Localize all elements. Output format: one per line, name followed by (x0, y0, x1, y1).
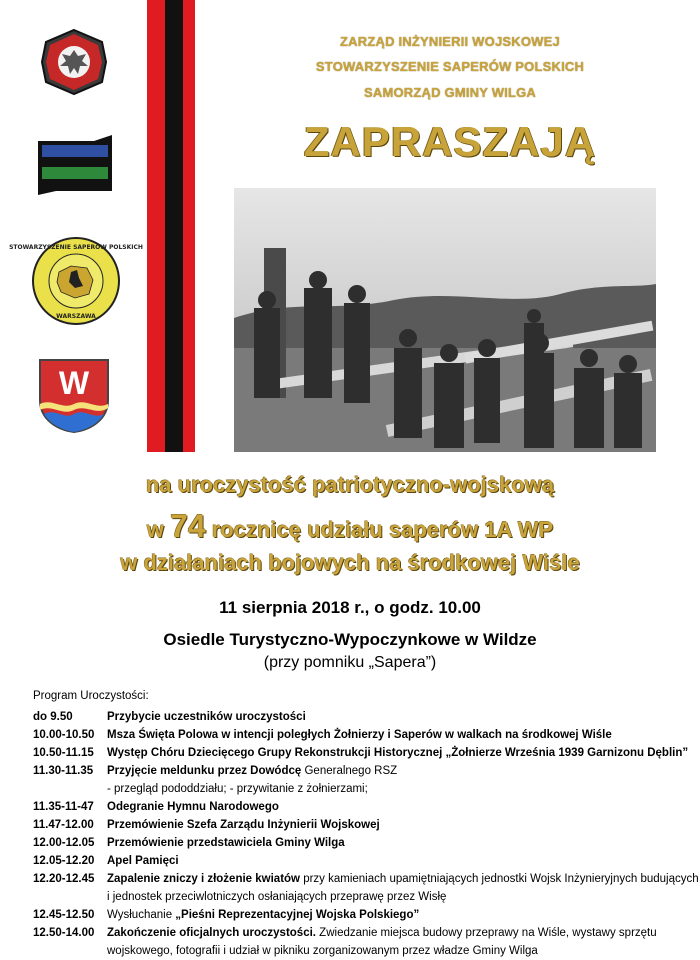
program-row (33, 906, 693, 924)
program-activity: Przemówienie przedstawiciela Gminy Wilga (107, 837, 345, 849)
program-detail: Generalnego RSZ (301, 765, 398, 777)
historical-photo (234, 188, 656, 452)
red-stripe-2 (183, 0, 195, 452)
program-description (107, 816, 693, 834)
program-list (33, 708, 699, 960)
program-row (33, 924, 693, 942)
program-time (33, 780, 107, 798)
program-description (107, 744, 693, 762)
program-row (33, 870, 699, 888)
program-description (107, 852, 693, 870)
invite-heading: ZAPRASZAJĄ (303, 118, 597, 165)
program-time (33, 942, 107, 960)
red-stripe (147, 0, 165, 452)
program-activity: Występ Chóru Dziecięcego Grupy Rekonstrukcji Historycznej „Żołnierze Września 1939 Garnizonu Dęblin” (107, 747, 689, 759)
program-description (107, 780, 693, 798)
program-activity: Msza Święta Polowa w intencji poległych Żołnierzy i Saperów w walkach na środkowej Wiśle (107, 729, 612, 741)
program-time: 12.20-12.45 (33, 873, 95, 885)
program-time: do 9.50 (33, 711, 73, 723)
event-line-3: w działaniach bojowych na środkowej Wiśle (120, 550, 580, 575)
event-venue: Osiedle Turystyczno-Wypoczynkowe w Wildze (163, 630, 537, 649)
organizer-1: ZARZĄD INŻYNIERII WOJSKOWEJ (340, 34, 560, 49)
program-time: 12.50-14.00 (33, 927, 95, 939)
program-row (33, 834, 693, 852)
coat-of-arms-letter: W (58, 365, 90, 401)
program-description (107, 708, 693, 726)
program-row (33, 942, 693, 960)
program-time (33, 888, 107, 906)
program-time: 10.50-11.15 (33, 747, 94, 759)
program-time: 10.00-10.50 (33, 729, 95, 741)
event-line-2 (0, 508, 700, 545)
organizer-3: SAMORZĄD GMINY WILGA (363, 85, 537, 100)
event-line-2-pre: w (146, 517, 171, 542)
program-description (107, 906, 693, 924)
program-activity: Przemówienie Szefa Zarządu Inżynierii Wojskowej (107, 819, 380, 831)
program-description (107, 942, 693, 960)
program-time: 11.35-11-47 (33, 801, 94, 813)
program-description (107, 888, 693, 906)
event-line-2-post: rocznicę udziału saperów 1A WP (205, 517, 554, 542)
program-detail: wojskowego, fotografii i udział w pikniku zorganizowanym przez władze Gminy Wilga (107, 945, 538, 957)
program-row (33, 726, 693, 744)
program-time: 12.00-12.05 (33, 837, 95, 849)
program-activity: Zapalenie zniczy i złożenie kwiatów (107, 873, 300, 885)
wilga-coat-of-arms-icon (38, 358, 110, 434)
program-description (107, 798, 693, 816)
program-row (33, 744, 693, 762)
program-row (33, 852, 693, 870)
program-description (107, 726, 693, 744)
program-time: 12.45-12.50 (33, 909, 95, 921)
anniversary-number: 74 (170, 508, 206, 544)
badge-text-bottom: WARSZAWA (56, 313, 96, 320)
program-activity: Zakończenie oficjalnych uroczystości. (107, 927, 316, 939)
program-row (33, 708, 693, 726)
program-row (33, 816, 693, 834)
flag-badge-icon (36, 133, 114, 197)
program-activity: „Pieśni Reprezentacyjnej Wojska Polskiego” (175, 909, 420, 921)
sapper-association-badge-icon (9, 236, 143, 326)
program-detail: i jednostek przeciwlotniczych osłaniających przeprawę przez Wisłę (107, 891, 447, 903)
program-row (33, 780, 693, 798)
program-detail: Zwiedzanie miejsca budowy przeprawy na Wiśle, wystawy sprzętu (315, 927, 657, 939)
program-time: 12.05-12.20 (33, 855, 95, 867)
program-detail: przy kamieniach upamiętniających jednostki Wojsk Inżynieryjnych budujących (300, 873, 699, 885)
engineering-corps-eagle-icon (40, 28, 108, 96)
program-row (33, 762, 693, 780)
program-row (33, 888, 693, 906)
event-venue-note: (przy pomniku „Sapera”) (263, 654, 437, 671)
badge-text-top: STOWARZYSZENIE SAPERÓW POLSKICH (9, 244, 143, 251)
event-line-1: na uroczystość patriotyczno-wojskową (145, 472, 555, 497)
program-activity: Odegranie Hymnu Narodowego (107, 801, 279, 813)
event-date-time: 11 sierpnia 2018 r., o godz. 10.00 (219, 598, 481, 617)
program-description (107, 762, 693, 780)
program-activity: Przyjęcie meldunku przez Dowódcę (107, 765, 302, 777)
organizer-2: STOWARZYSZENIE SAPERÓW POLSKICH (315, 59, 585, 74)
program-detail: Wysłuchanie (107, 909, 176, 921)
program-activity: Apel Pamięci (107, 855, 179, 867)
program-row (33, 798, 693, 816)
program-activity: Przybycie uczestników uroczystości (107, 711, 306, 723)
program-time: 11.30-11.35 (33, 765, 94, 777)
black-stripe (165, 0, 183, 452)
program-description (107, 834, 693, 852)
program-description (107, 870, 699, 888)
program-title: Program Uroczystości: (33, 690, 149, 702)
program-detail: - przegląd pododdziału; - przywitanie z żołnierzami; (107, 783, 368, 795)
program-time: 11.47-12.00 (33, 819, 94, 831)
program-description (107, 924, 693, 942)
